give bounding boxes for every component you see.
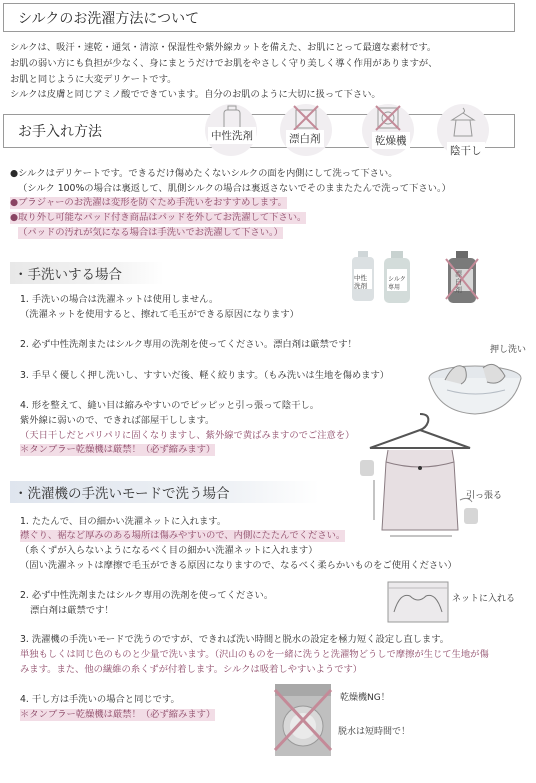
machine-step-1: 1. たたんで、目の細かい洗濯ネットに入れます。 <box>20 516 227 527</box>
care-bullet-3-sub: （パッドの汚れが気になる場合は手洗いでお洗濯して下さい。） <box>18 227 283 238</box>
machine-title: ・洗濯機の手洗いモードで洗う場合 <box>14 486 230 502</box>
laundry-net-illustration <box>388 582 448 622</box>
handwash-step-4-note: （天日干しだとパリパリに固くなりますし、紫外線で黄ばみますのでご注意を） <box>20 430 355 441</box>
handwash-title: ・手洗いする場合 <box>14 267 122 283</box>
bottle-label-neutral: 中性洗剤 <box>354 274 367 290</box>
hanging-camisole-illustration <box>360 410 480 540</box>
handwash-step-4b: 紫外線に弱いので、できれば部屋干しします。 <box>20 415 215 426</box>
machine-step-2: 2. 必ず中性洗剤またはシルク専用の洗剤を使ってください。 <box>20 590 274 601</box>
icon-label-bleach: 漂白剤 <box>286 130 324 147</box>
machine-title-bar <box>10 481 319 503</box>
press-wash-label: 押し洗い <box>490 345 527 355</box>
machine-step-3: 3. 洗濯機の手洗いモードで洗うのですが、できれば洗い時間と脱水の設定を極力短く設定し直します。 <box>20 634 450 645</box>
handwash-step-4-warning: ＊タンブラー乾燥機は厳禁！（必ず縮みます） <box>20 444 216 455</box>
net-label: ネットに入れる <box>452 594 516 604</box>
handwash-step-1-sub: （洗濯ネットを使用すると、擦れて毛玉ができる原因になります） <box>20 309 299 320</box>
machine-step-3-pink-2: みます。また、他の繊維の糸くずが付着します。シルクは吸着しやすいようです） <box>20 664 363 675</box>
pull-label: 引っ張る <box>466 491 503 501</box>
machine-step-4: 4. 干し方は手洗いの場合と同じです。 <box>20 694 180 705</box>
handwash-title-bar <box>10 262 164 284</box>
care-bullet-3: ●取り外し可能なパッド付き商品はパッドを外してお洗濯して下さい。 <box>10 212 307 223</box>
handwash-step-2: 2. 必ず中性洗剤またはシルク専用の洗剤を使ってください。漂白剤は厳禁です！ <box>20 339 357 350</box>
handwash-step-4: 4. 形を整えて、縫い目は縮みやすいのでピッピッと引っ張って陰干し。 <box>20 400 320 411</box>
page-title-box <box>3 3 515 32</box>
spin-short-label: 脱水は短時間で！ <box>338 727 411 737</box>
page-title: シルクのお洗濯方法について <box>18 10 200 27</box>
machine-step-4-warning: ＊タンブラー乾燥機は厳禁！（必ず縮みます） <box>20 709 216 720</box>
intro-line-1: シルクは、吸汗・速乾・通気・清涼・保湿性や紫外線カットを備えた、お肌にとって最適な素材です。 <box>10 42 437 53</box>
care-title: お手入れ方法 <box>18 124 102 140</box>
dryer-cross-icon <box>376 106 400 130</box>
intro-line-2: お肌の弱い方にも負担が少なく、身にまとうだけでお肌をやさしく守り美しく導く作用がありますが、 <box>10 58 438 69</box>
handwash-step-3: 3. 手早く優しく押し洗いし、すすいだ後、軽く絞ります。（もみ洗いは生地を傷めます） <box>20 370 390 381</box>
machine-step-1b: （固い洗濯ネットは摩擦で毛玉ができる原因になりますので、なるべく柔らかいものをご使用ください） <box>20 560 457 571</box>
care-bullet-2: ●ブラジャーのお洗濯は変形を防ぐため手洗いをおすすめします。 <box>10 197 287 208</box>
icon-label-neutral: 中性洗剤 <box>208 127 256 144</box>
care-bullet-1-sub: （シルク 100%の場合は裏返して、肌側シルクの場合は裏返さないでそのままたたんで洗って下さい。） <box>18 183 451 194</box>
handwash-step-1: 1. 手洗いの場合は洗濯ネットは使用しません。 <box>20 294 219 305</box>
bottle-label-silk: シルク専用 <box>388 276 406 291</box>
machine-step-3-pink-1: 単独もしくは同じ色のものと少量で洗います。（沢山のものを一緒に洗うと洗濯物どうしで摩擦が生じて生地が傷 <box>20 649 489 660</box>
machine-step-1a: （糸くずが入らないようになるべく目の細かい洗濯ネットに入れます） <box>20 545 318 556</box>
washing-machine-cross-icon <box>275 684 331 756</box>
intro-line-4: シルクは皮膚と同じアミノ酸でできています。自分のお肌のように大切に扱って下さい。 <box>10 89 381 100</box>
machine-step-1-pink: 襟ぐり、裾など厚みのある場所は傷みやすいので、内側にたたんでください。 <box>20 530 346 541</box>
machine-step-2b: 漂白剤は厳禁です！ <box>30 605 114 616</box>
care-bullet-1: ●シルクはデリケートです。できるだけ傷めたくないシルクの面を内側にして洗って下さい。 <box>10 168 398 179</box>
intro-line-3: お肌と同じように大変デリケートです。 <box>10 74 177 85</box>
bleach-cross-icon <box>294 106 318 130</box>
icon-label-dryer: 乾燥機 <box>372 132 410 149</box>
dryer-ng-label: 乾燥機NG！ <box>340 693 390 703</box>
hanger-camisole-icon <box>450 108 476 138</box>
bottle-label-bleach: 漂白剤 <box>455 270 462 294</box>
icon-label-shade-dry: 陰干し <box>447 142 485 159</box>
